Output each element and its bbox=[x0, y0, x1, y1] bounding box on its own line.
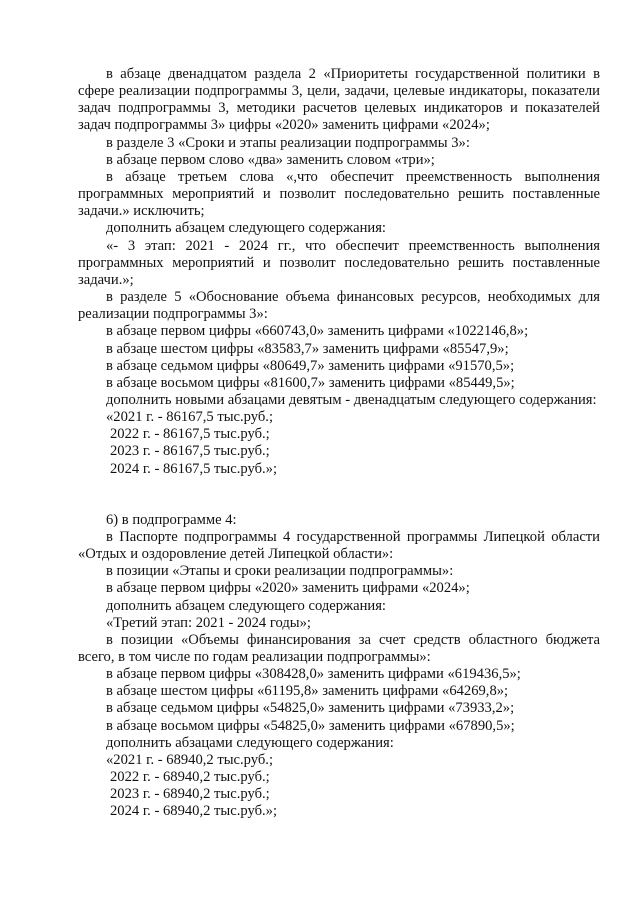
paragraph-first-para-replace: в абзаце первом слово «два» заменить словом «три»; bbox=[106, 151, 435, 168]
paragraph-sixth-digits: в абзаце шестом цифры «83583,7» заменить цифрами «85547,9»; bbox=[106, 340, 509, 357]
paragraph-first-digits: в абзаце первом цифры «660743,0» заменить цифрами «1022146,8»; bbox=[106, 323, 529, 340]
paragraph-third-stage: «Третий этап: 2021 - 2024 годы»; bbox=[106, 614, 311, 631]
paragraph-sixth-digits-4: в абзаце шестом цифры «61195,8» заменить цифрами «64269,8»; bbox=[106, 683, 509, 700]
year-line-2021: «2021 г. - 86167,5 тыс.руб.; bbox=[106, 409, 274, 426]
paragraph-subprogram4-heading: 6) в подпрограмме 4: bbox=[106, 511, 237, 528]
paragraph-eighth-digits: в абзаце восьмом цифры «81600,7» заменить цифрами «85449,5»; bbox=[106, 374, 515, 391]
paragraph-seventh-digits: в абзаце седьмом цифры «80649,7» заменить цифрами «91570,5»; bbox=[106, 357, 515, 374]
paragraph-passport: в Паспорте подпрограммы 4 государственной программы Липецкой области «Отдых и оздоровление детей Липецкой области»: bbox=[78, 528, 600, 563]
paragraph-position-volumes: в позиции «Объемы финансирования за счет средств областного бюджета всего, в том числе по годам реализации подпрограммы»: bbox=[78, 631, 600, 665]
year-line-2023-4: 2023 г. - 68940,2 тыс.руб.; bbox=[110, 786, 270, 803]
paragraph-position-stages: в позиции «Этапы и сроки реализации подпрограммы»: bbox=[106, 563, 454, 580]
paragraph-add-para: дополнить абзацем следующего содержания: bbox=[106, 220, 386, 237]
paragraph-stage3-quote: «- 3 этап: 2021 - 2024 гг., что обеспечит преемственность выполнения программных мероприятий и позволит последовательно решить поставленные задачи.»; bbox=[78, 237, 600, 288]
paragraph-first-2020: в абзаце первом цифры «2020» заменить цифрами «2024»; bbox=[106, 580, 470, 597]
paragraph-first-digits-4: в абзаце первом цифры «308428,0» заменить цифрами «619436,5»; bbox=[106, 666, 521, 683]
document-body bbox=[78, 66, 600, 821]
paragraph-seventh-digits-4: в абзаце седьмом цифры «54825,0» заменить цифрами «73933,2»; bbox=[106, 700, 515, 717]
year-line-2024: 2024 г. - 86167,5 тыс.руб.»; bbox=[110, 460, 278, 477]
year-line-2023: 2023 г. - 86167,5 тыс.руб.; bbox=[110, 443, 270, 460]
paragraph-section3-heading: в разделе 3 «Сроки и этапы реализации подпрограммы 3»: bbox=[106, 134, 470, 151]
section-gap bbox=[78, 478, 600, 512]
year-line-2024-4: 2024 г. - 68940,2 тыс.руб.»; bbox=[110, 803, 278, 820]
year-line-2021-4: «2021 г. - 68940,2 тыс.руб.; bbox=[106, 751, 274, 768]
year-line-2022-4: 2022 г. - 68940,2 тыс.руб.; bbox=[110, 769, 270, 786]
paragraph-add-paras-4: дополнить абзацами следующего содержания: bbox=[106, 734, 394, 751]
paragraph-section2-para12: в абзаце двенадцатом раздела 2 «Приоритеты государственной политики в сфере реализации подпрограммы 3, цели, задачи, целевые индикаторы, показатели задач подпрограммы 3, методики расчетов целевых индикаторов и показателей задач подпрограммы 3» цифры «2020» заменить цифрами «2024»; bbox=[78, 66, 600, 134]
paragraph-add-new-paras: дополнить новыми абзацами девятым - двенадцатым следующего содержания: bbox=[106, 391, 597, 408]
paragraph-section5-heading: в разделе 5 «Обоснование объема финансовых ресурсов, необходимых для реализации подпрограммы 3»: bbox=[78, 289, 600, 323]
paragraph-add-para-4: дополнить абзацем следующего содержания: bbox=[106, 597, 386, 614]
paragraph-third-para-remove: в абзаце третьем слова «,что обеспечит преемственность выполнения программных мероприятий и позволит последовательно решить поставленные задачи.» исключить; bbox=[78, 168, 600, 220]
year-line-2022: 2022 г. - 86167,5 тыс.руб.; bbox=[110, 426, 270, 443]
paragraph-eighth-digits-4: в абзаце восьмом цифры «54825,0» заменить цифрами «67890,5»; bbox=[106, 717, 515, 734]
